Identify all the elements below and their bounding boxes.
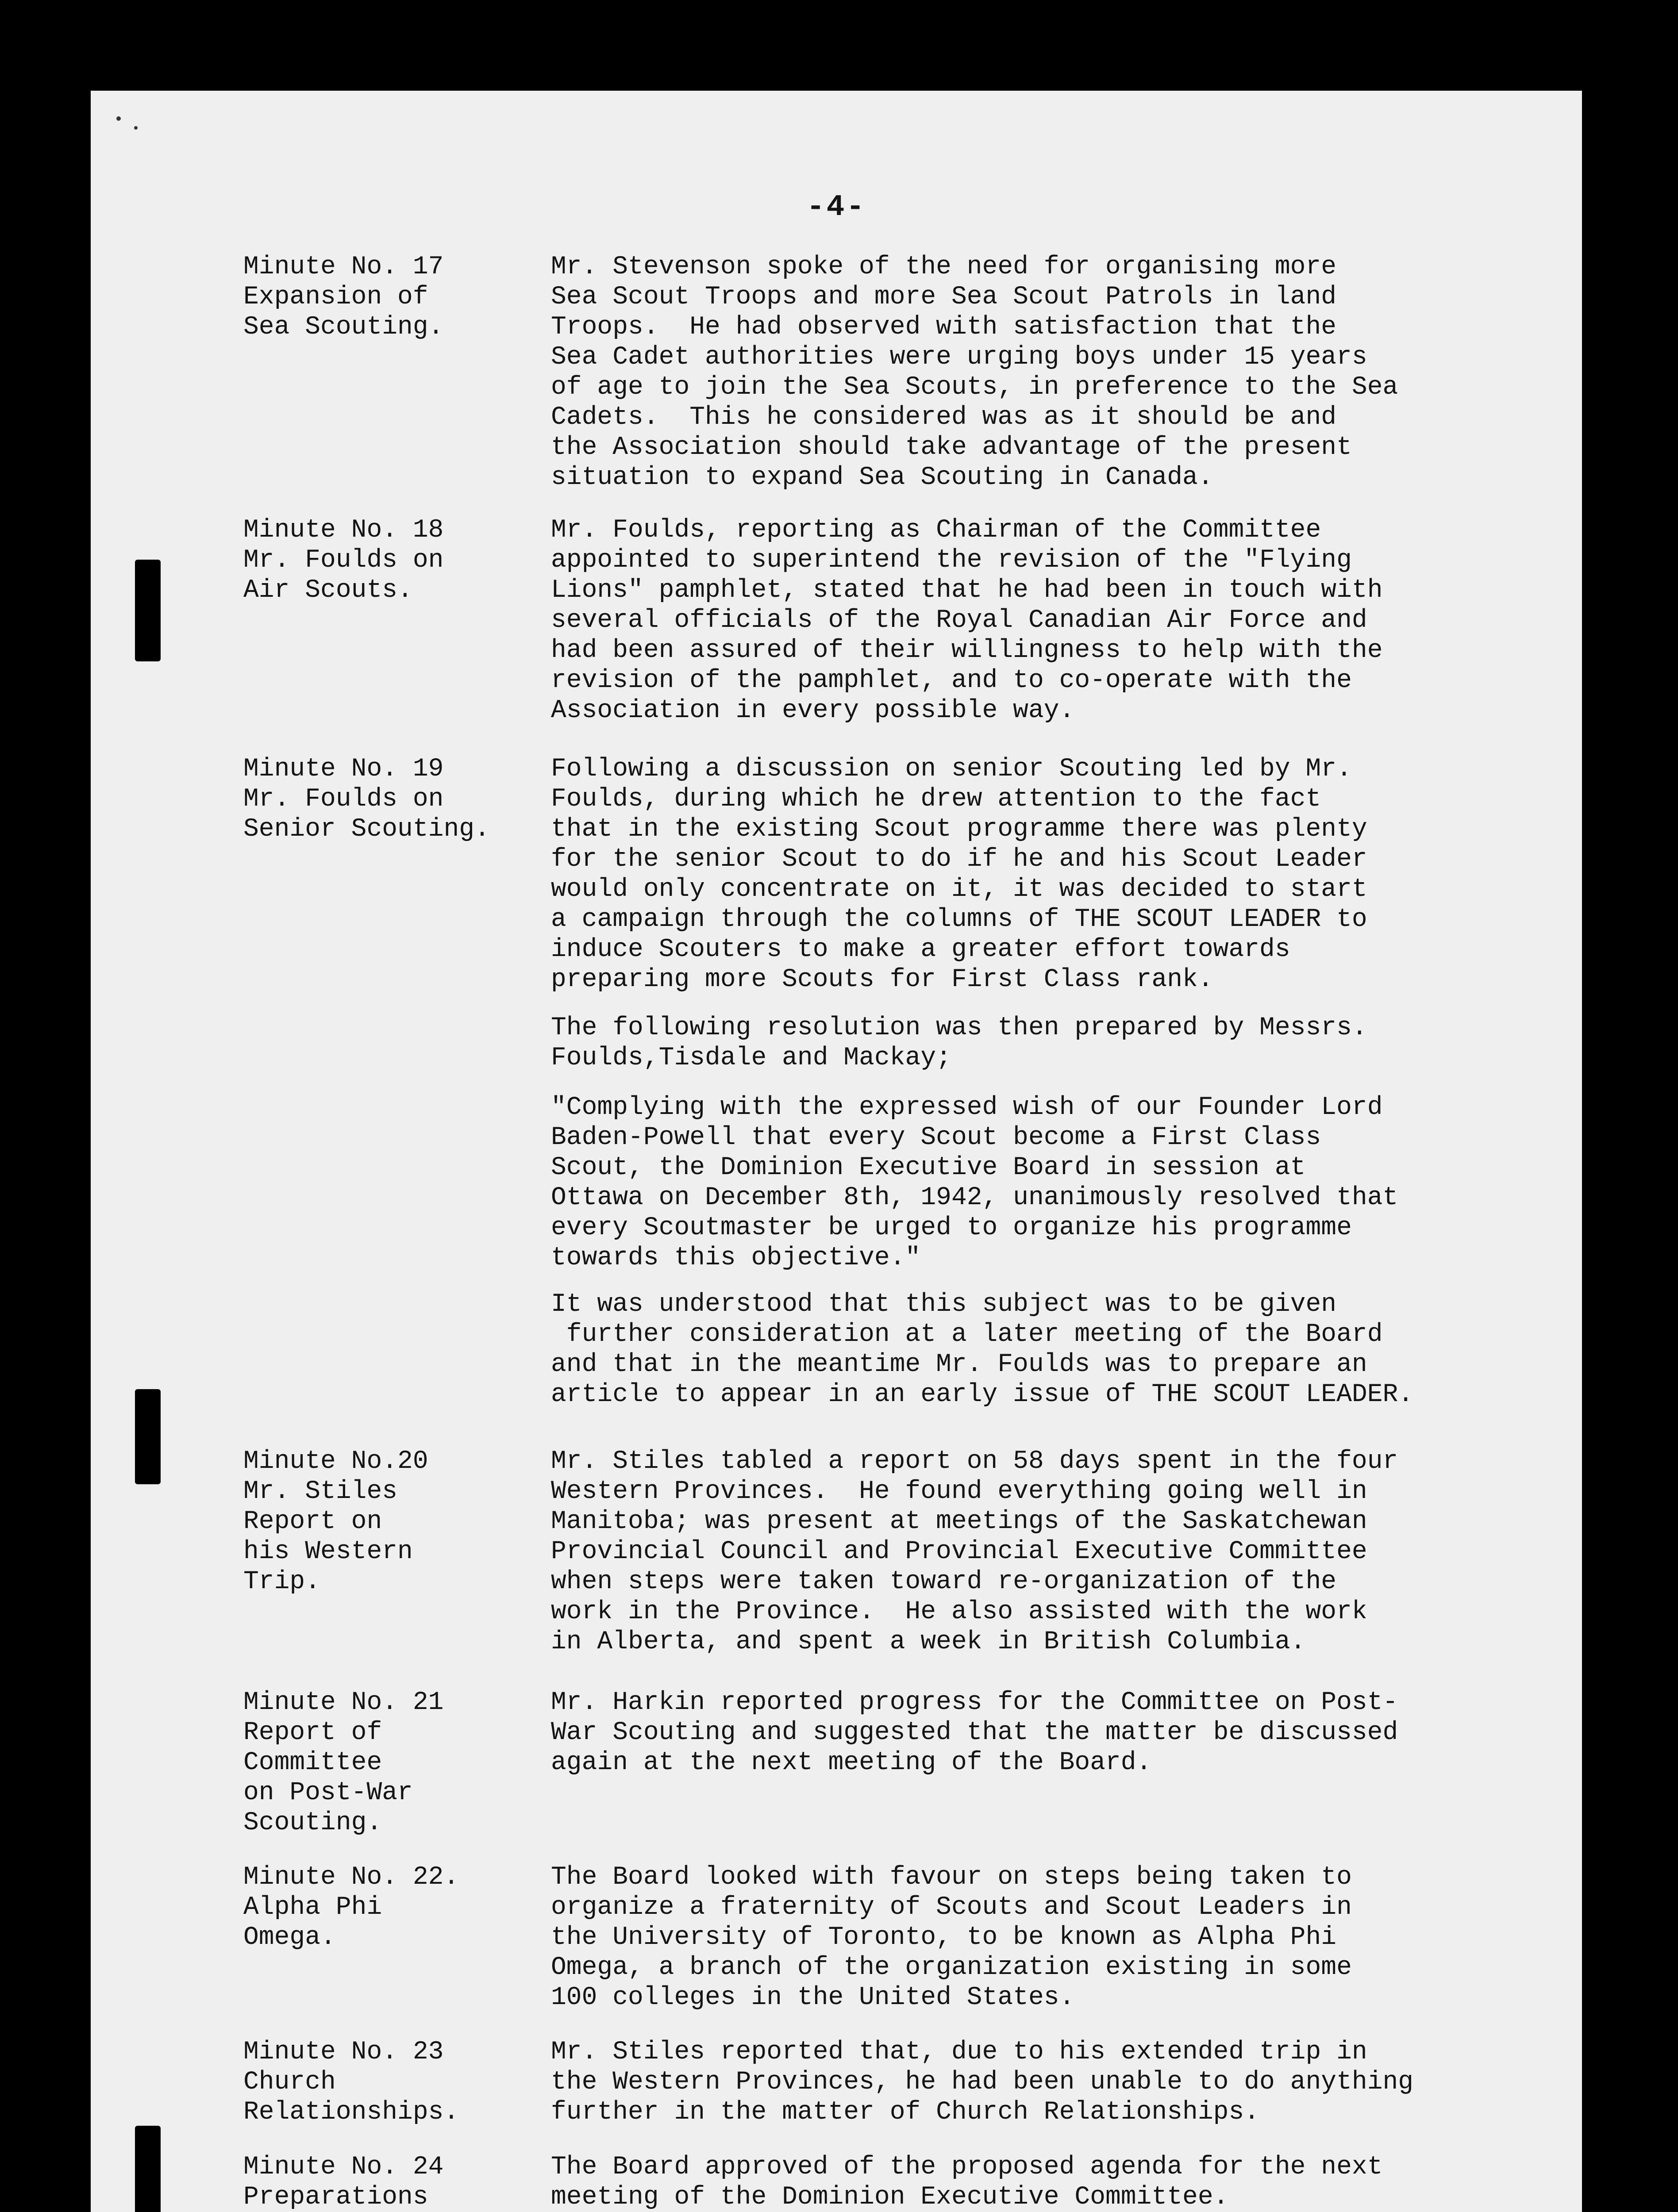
minute-17-text: Mr. Stevenson spoke of the need for organising more Sea Scout Troops and more Sea Scout Patrols in land Troops. He had observed with satisfaction that the Sea Cadet authorities were urging boys under 15 years of age to join the Sea Scouts, in preference to the Sea Cadets. This he considered was as it should be and the Association should take advantage of the present situation to expand Sea Scouting in Canada. — [551, 253, 1398, 492]
minute-19-heading: Minute No. 19 Mr. Foulds on Senior Scouting. — [243, 755, 490, 844]
minute-22-text: The Board looked with favour on steps being taken to organize a fraternity of Scouts and Scout Leaders in the University of Toronto, to be known as Alpha Phi Omega, a branch of the organization existing in some 100 colleges in the United States. — [551, 1863, 1352, 2012]
page-number: -4- — [806, 190, 866, 224]
minute-19-text: Following a discussion on senior Scouting led by Mr. Foulds, during which he drew attention to the fact that in the existing Scout programme there was plenty for the senior Scout to do if he and his Scout Leader would only concentrate on it, it was decided to start a campaign through the columns of THE SCOUT LEADER to induce Scouters to make a greater effort towards preparing more Scouts for First Class rank. — [551, 755, 1367, 994]
document-page — [91, 91, 1582, 2212]
minute-19-followup: It was understood that this subject was to be given further consideration at a later meeting of the Board and that in the meantime Mr. Foulds was to prepare an article to appear in an early issue of THE SCOUT LEADER. — [551, 1290, 1414, 1409]
minute-23-heading: Minute No. 23 Church Relationships. — [243, 2038, 459, 2127]
scan-mark-2 — [135, 1389, 161, 1484]
minute-20-text: Mr. Stiles tabled a report on 58 days spent in the four Western Provinces. He found everything going well in Manitoba; was present at meetings of the Saskatchewan Provincial Council and Provincial Executive Committee when steps were taken toward re-organization of the work in the Province. He also assisted with the work in Alberta, and spent a week in British Columbia. — [551, 1447, 1398, 1656]
minute-21-heading: Minute No. 21 Report of Committee on Post-War Scouting. — [243, 1688, 444, 1837]
scan-mark-3 — [135, 2126, 161, 2212]
minute-23-text: Mr. Stiles reported that, due to his extended trip in the Western Provinces, he had been unable to do anything further in the matter of Church Relationships. — [551, 2038, 1414, 2127]
minute-17-heading: Minute No. 17 Expansion of Sea Scouting. — [243, 253, 444, 342]
minute-19-resolution-quote: "Complying with the expressed wish of our Founder Lord Baden-Powell that every Scout become a First Class Scout, the Dominion Executive Board in session at Ottawa on December 8th, 1942, unanimously resolved that every Scoutmaster be urged to organize his programme towards this objective." — [551, 1093, 1398, 1272]
minute-22-heading: Minute No. 22. Alpha Phi Omega. — [243, 1863, 459, 1952]
scan-speck — [116, 116, 121, 121]
minute-24-text: The Board approved of the proposed agenda for the next meeting of the Dominion Executive Committee. — [551, 2153, 1383, 2212]
scan-speck — [134, 126, 138, 130]
minute-19-resolution-intro: The following resolution was then prepared by Messrs. Foulds,Tisdale and Mackay; — [551, 1014, 1367, 1072]
minute-20-heading: Minute No.20 Mr. Stiles Report on his Western Trip. — [243, 1447, 428, 1596]
minute-18-heading: Minute No. 18 Mr. Foulds on Air Scouts. — [243, 516, 444, 605]
minute-18-text: Mr. Foulds, reporting as Chairman of the Committee appointed to superintend the revision of the "Flying Lions" pamphlet, stated that he had been in touch with several officials of the Royal Canadian Air Force and had been assured of their willingness to help with the revision of the pamphlet, and to co-operate with the Association in every possible way. — [551, 516, 1383, 725]
minute-21-text: Mr. Harkin reported progress for the Committee on Post- War Scouting and suggested that the matter be discussed again at the next meeting of the Board. — [551, 1688, 1398, 1777]
scan-mark-1 — [135, 560, 161, 661]
minute-24-heading: Minute No. 24 Preparations — [243, 2153, 444, 2212]
